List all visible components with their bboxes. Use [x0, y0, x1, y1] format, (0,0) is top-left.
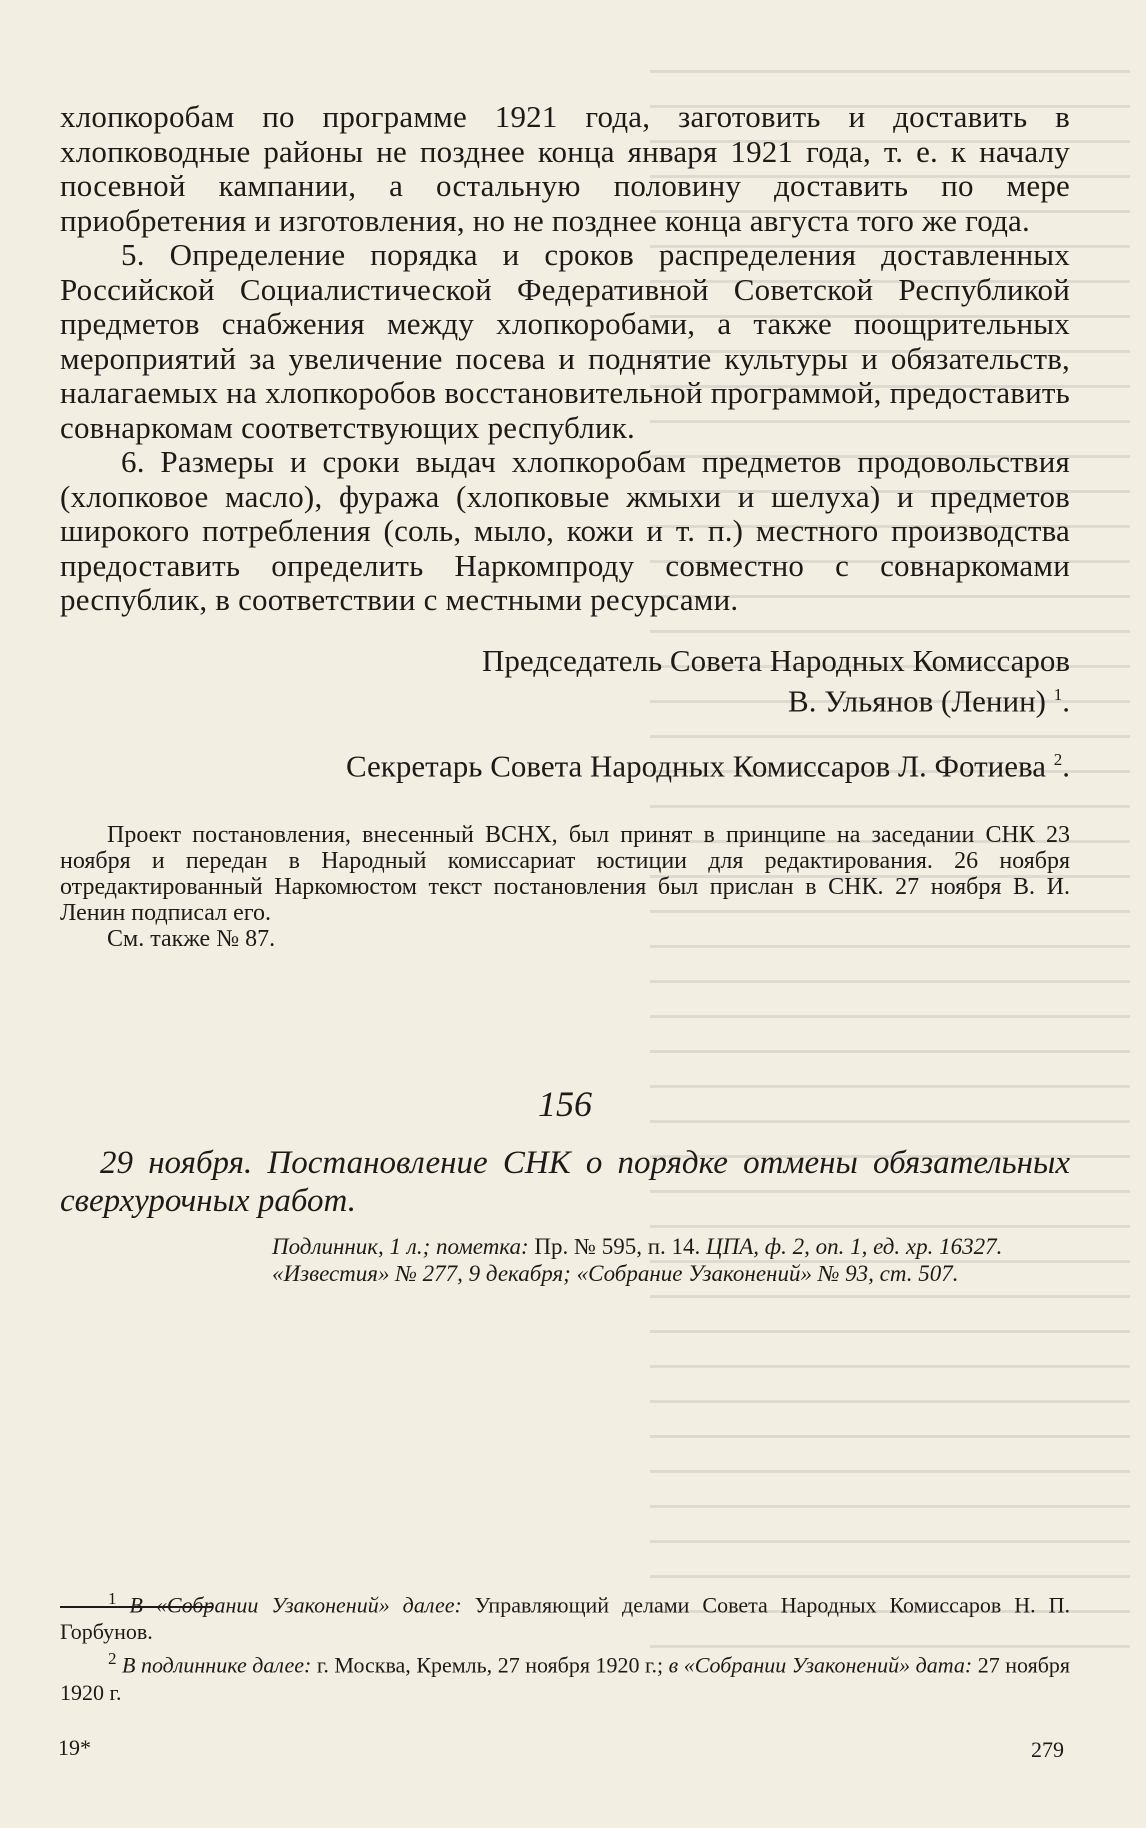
document-number: 156: [538, 1083, 592, 1124]
source-publications: «Известия» № 277, 9 декабря; «Собрание Узаконений» № 93, ст. 507.: [272, 1260, 959, 1286]
paragraph-continuation: хлопкоробам по программе 1921 года, заготовить и доставить в хлопководные районы не позднее конца января 1921 года, т. е. к началу посевной кампании, а остальную половину доставить по мере приобретения и изготовления, но не позднее конца августа того же года.: [60, 99, 1070, 238]
page-number: 279: [1031, 1737, 1064, 1762]
page-content: [60, 100, 1070, 1288]
see-also: См. также № 87.: [107, 925, 276, 952]
footnote-1: [60, 1585, 1070, 1645]
footnote-2-italic: В подлиннике далее:: [122, 1652, 312, 1678]
chair-name: В. Ульянов (Ленин): [788, 683, 1046, 719]
footnote-2-text-2: 27 ноября 1920 г.: [60, 1652, 1071, 1705]
footnote-1-italic: В «Собрании Узаконений» далее:: [129, 1592, 462, 1618]
body-text: [60, 100, 1070, 618]
footnote-1-mark: 1: [108, 1589, 117, 1608]
printer-signature-mark: 19*: [58, 1735, 91, 1760]
source1-archive: ЦПА, ф. 2, оп. 1, ед. хр. 16327.: [706, 1233, 1003, 1259]
source-original: [218, 1234, 1070, 1259]
footnote-2-italic-2: в «Собрании Узаконений» дата:: [668, 1652, 973, 1678]
footnotes-list: [60, 1585, 1070, 1706]
footnote-1-text: Управляющий делами Совета Народных Комиссаров Н. П. Горбунов.: [60, 1592, 1071, 1645]
document-sources: [60, 1234, 1070, 1286]
editorial-note: [60, 822, 1070, 952]
chair-signature: [60, 644, 1070, 719]
footnote-2: [60, 1645, 1070, 1705]
footnote-2-mark: 2: [108, 1649, 117, 1669]
document-title: 29 ноября. Постановление СНК о порядке отмены обязательных сверхурочных работ.: [60, 1144, 1070, 1219]
source1-plain: Пр. № 595, п. 14.: [528, 1233, 707, 1259]
footnote-2-text: г. Москва, Кремль, 27 ноября 1920 г.;: [311, 1652, 669, 1678]
source1-italic: Подлинник, 1 л.; пометка:: [272, 1233, 529, 1259]
paragraph-item-5: 5. Определение порядка и сроков распределения доставленных Российской Социалистической Федеративной Советской Республикой предметов снабжения между хлопкоробами, а также поощрительных мероприятий за увеличение посева и поднятие культуры и обязательств, налагаемых на хлопкоробов восстановительной программой, предоставить совнаркомам соответствующих республик.: [60, 237, 1070, 445]
chair-title: Председатель Совета Народных Комиссаров: [482, 642, 1070, 678]
paragraph-item-6: 6. Размеры и сроки выдач хлопкоробам предметов продовольствия (хлопковое масло), фуража (хлопковые жмыхи и шелуха) и предметов широкого потребления (соль, мыло, кожи и т. п.) местного производства предоставить определить Наркомпроду совместно с совнаркомами республик, в соответствии с местными ресурсами.: [60, 444, 1070, 617]
note-text: Проект постановления, внесенный ВСНХ, был принят в принципе на заседании СНК 23 ноября и передан в Народный комиссариат юстиции для редактирования. 26 ноября отредактированный Наркомюстом текст постановления был прислан в СНК. 27 ноября В. И. Ленин подписал его.: [60, 821, 1070, 926]
secretary-line: Секретарь Совета Народных Комиссаров Л. Фотиева: [345, 748, 1046, 784]
chair-name-line: В. Ульянов (Ленин) $^1$.: [788, 683, 1070, 719]
footnote-ref-2: 2: [1053, 749, 1063, 769]
secretary-signature: Секретарь Совета Народных Комиссаров Л. Фотиева $^2$.: [345, 748, 1070, 784]
footnote-ref-1: 1: [1053, 685, 1063, 704]
